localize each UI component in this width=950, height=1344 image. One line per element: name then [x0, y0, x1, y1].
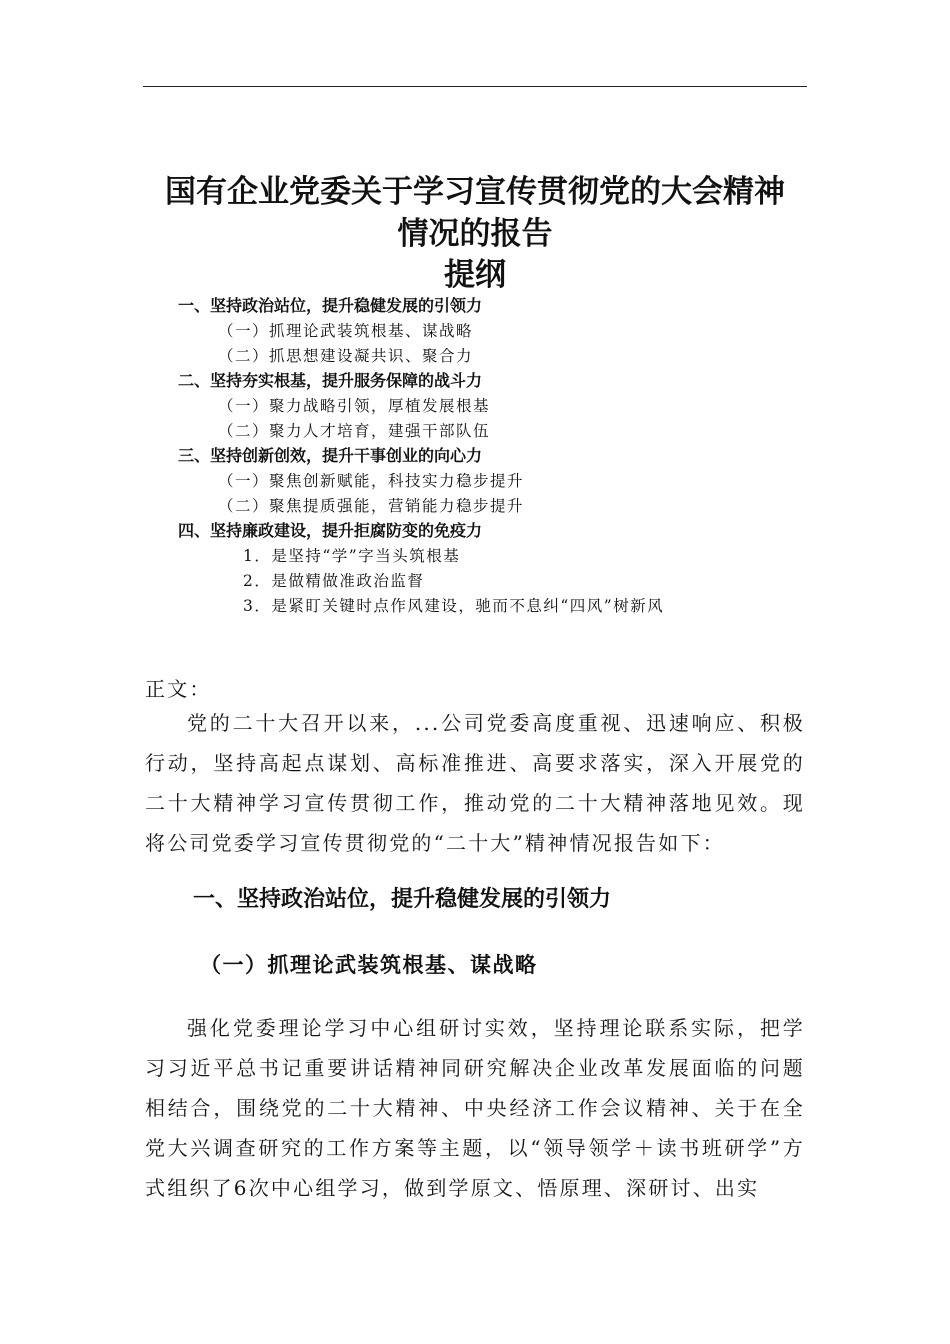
outline-item: 3．是紧盯关键时点作风建设，驰而不息纠“四风”树新风	[243, 597, 665, 615]
outline-item: 1．是坚持“学”字当头筑根基	[243, 547, 461, 565]
outline-item: （一）抓理论武装筑根基、谋战略	[218, 322, 474, 340]
subsection-heading-1: （一）抓理论武装筑根基、谋战略	[200, 952, 538, 977]
document-title-line-1: 国有企业党委关于学习宣传贯彻党的大会精神	[165, 174, 785, 210]
outline-item: （二）聚力人才培育，建强干部队伍	[218, 422, 491, 440]
outline-item: （一）聚焦创新赋能，科技实力稳步提升	[218, 472, 525, 490]
body-paragraph: 强化党委理论学习中心组研讨实效，坚持理论联系实际，把学习习近平总书记重要讲话精神同研究解决企业改革发展面临的问题相结合，围绕党的二十大精神、中央经济工作会议精神、关于在全党大兴调查研究的工作方案等主题，以“领导领学＋读书班研学”方式组织了6次中心组学习，做到学原文、悟原理、深研讨、出实	[145, 1016, 805, 1200]
outline-item: （二）聚焦提质强能，营销能力稳步提升	[218, 497, 525, 515]
outline-item: 三、坚持创新创效，提升干事创业的向心力	[178, 446, 483, 465]
section-heading-1: 一、坚持政治站位，提升稳健发展的引领力	[193, 887, 612, 912]
outline-item: 一、坚持政治站位，提升稳健发展的引领力	[178, 296, 483, 315]
intro-paragraph-block	[145, 703, 805, 863]
body-label: 正文：	[145, 677, 212, 701]
outline-item: （一）聚力战略引领，厚植发展根基	[218, 397, 491, 415]
header-rule	[143, 86, 807, 87]
outline-item: 四、坚持廉政建设，提升拒腐防变的免疫力	[178, 521, 483, 540]
intro-paragraph: 党的二十大召开以来，...公司党委高度重视、迅速响应、积极行动，坚持高起点谋划、高标准推进、高要求落实，深入开展党的二十大精神学习宣传贯彻工作，推动党的二十大精神落地见效。现将公司党委学习宣传贯彻党的“二十大”精神情况报告如下：	[145, 711, 805, 855]
document-title-line-2: 情况的报告	[397, 216, 553, 252]
paragraph-block-1	[145, 1008, 805, 1208]
outline-item: 2．是做精做准政治监督	[243, 572, 425, 590]
outline-title: 提纲	[444, 257, 506, 293]
outline-item: 二、坚持夯实根基，提升服务保障的战斗力	[178, 371, 483, 390]
outline-item: （二）抓思想建设凝共识、聚合力	[218, 347, 474, 365]
